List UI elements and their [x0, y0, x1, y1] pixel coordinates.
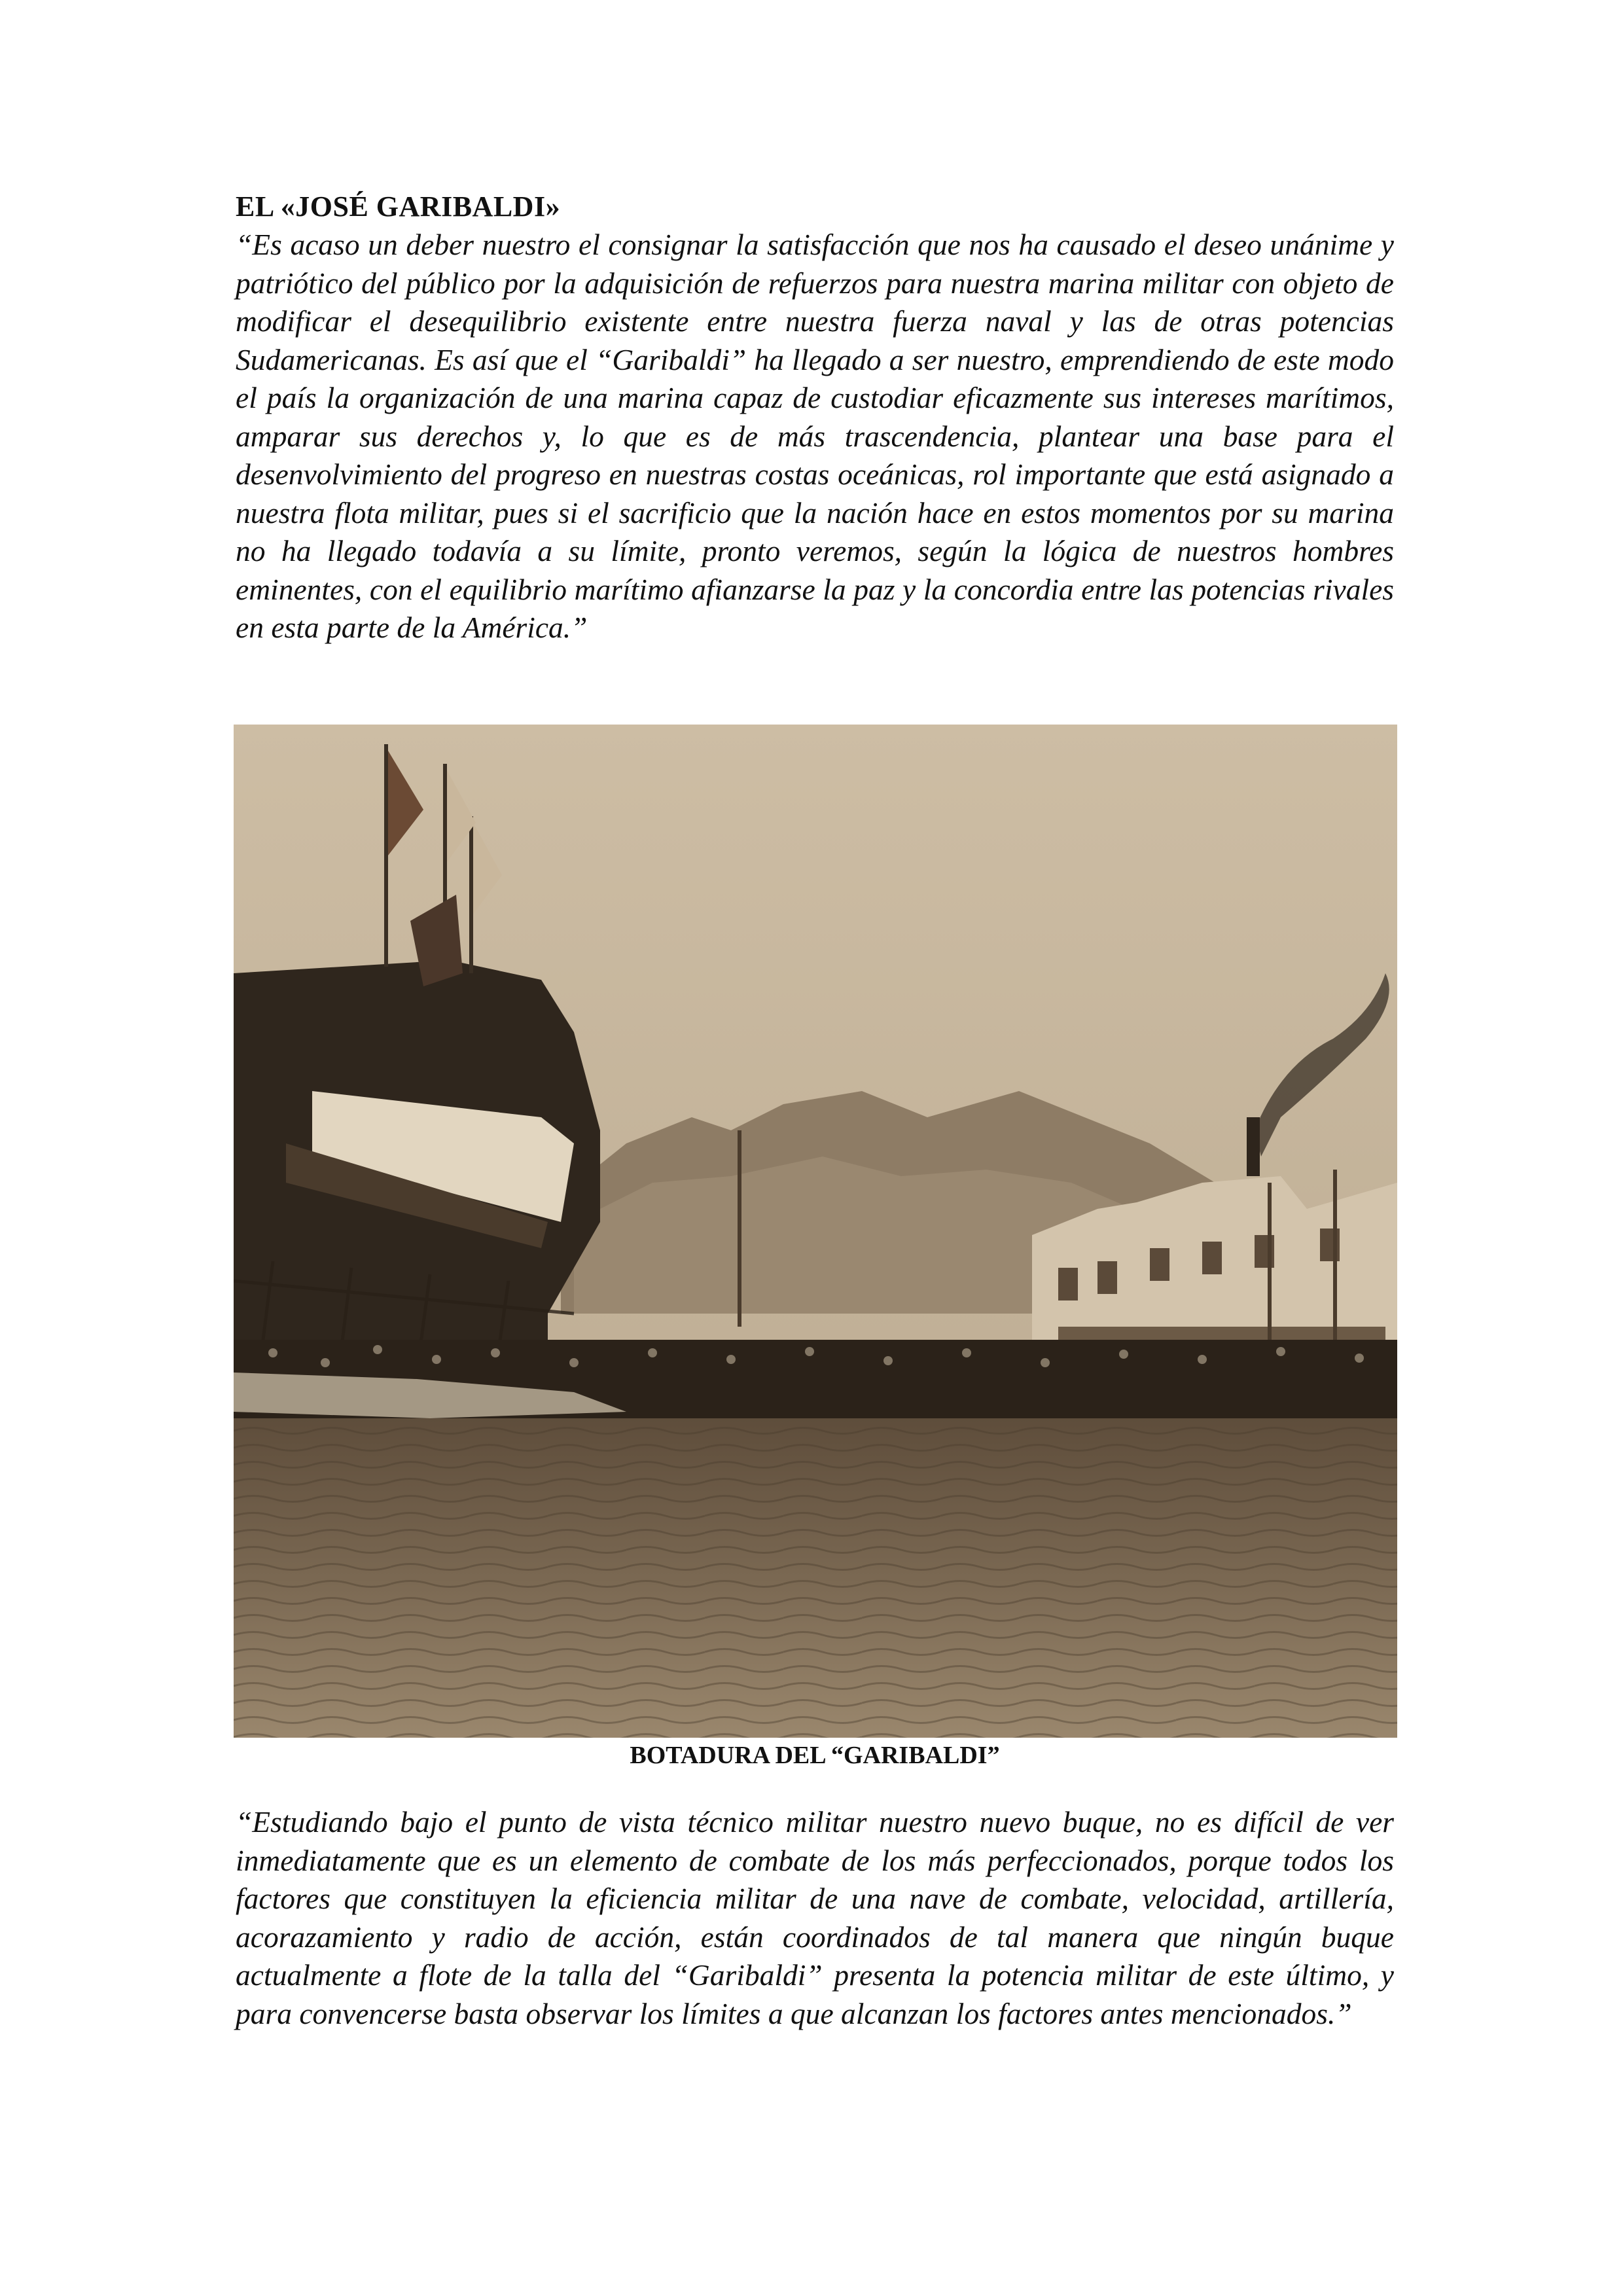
ship-launch-photo: [234, 725, 1397, 1738]
flag-mast: [384, 744, 388, 967]
smokestack: [1247, 1117, 1260, 1176]
photo-caption: BOTADURA DEL “GARIBALDI”: [630, 1742, 1000, 1769]
page-title: EL «JOSÉ GARIBALDI»: [236, 190, 561, 223]
quote-paragraph-1: “Es acaso un deber nuestro el consignar la satisfacción que nos ha causado el deseo unánime y patriótico del público por la adquisición de refuerzos para nuestra marina militar con objeto de modificar el desequilibrio existente entre nuestra fuerza naval y las de otras potencias Sudamericanas. Es así que el “Garibaldi” ha llegado a ser nuestro, emprendiendo de este modo el país la organización de una marina capaz de custodiar eficazmente sus intereses marítimos, amparar sus derechos y, lo que es de más trascendencia, plantear una base para el desenvolvimiento del progreso en nuestras costas oceánicas, rol importante que está asignado a nuestra flota militar, pues si el sacrificio que la nación hace en estos momentos por su marina no ha llegado todavía a su límite, pronto veremos, según la lógica de nuestros hombres eminentes, con el equilibrio marítimo afianzarse la paz y la concordia entre las potencias rivales en esta parte de la América.”: [236, 228, 1394, 644]
quote-paragraph-2: “Estudiando bajo el punto de vista técnico militar nuestro nuevo buque, no es difícil de ver inmediatamente que es un elemento de combate de los más perfeccionados, porque todos los factores que constituyen la eficiencia militar de una nave de combate, velocidad, artillería, acorazamiento y radio de acción, están coordinados de tal manera que ningún buque actualmente a flote de la talla del “Garibaldi” presenta la potencia militar de este último, y para convencerse basta observar los límites a que alcanzan los factores antes mencionados.”: [236, 1805, 1394, 2030]
